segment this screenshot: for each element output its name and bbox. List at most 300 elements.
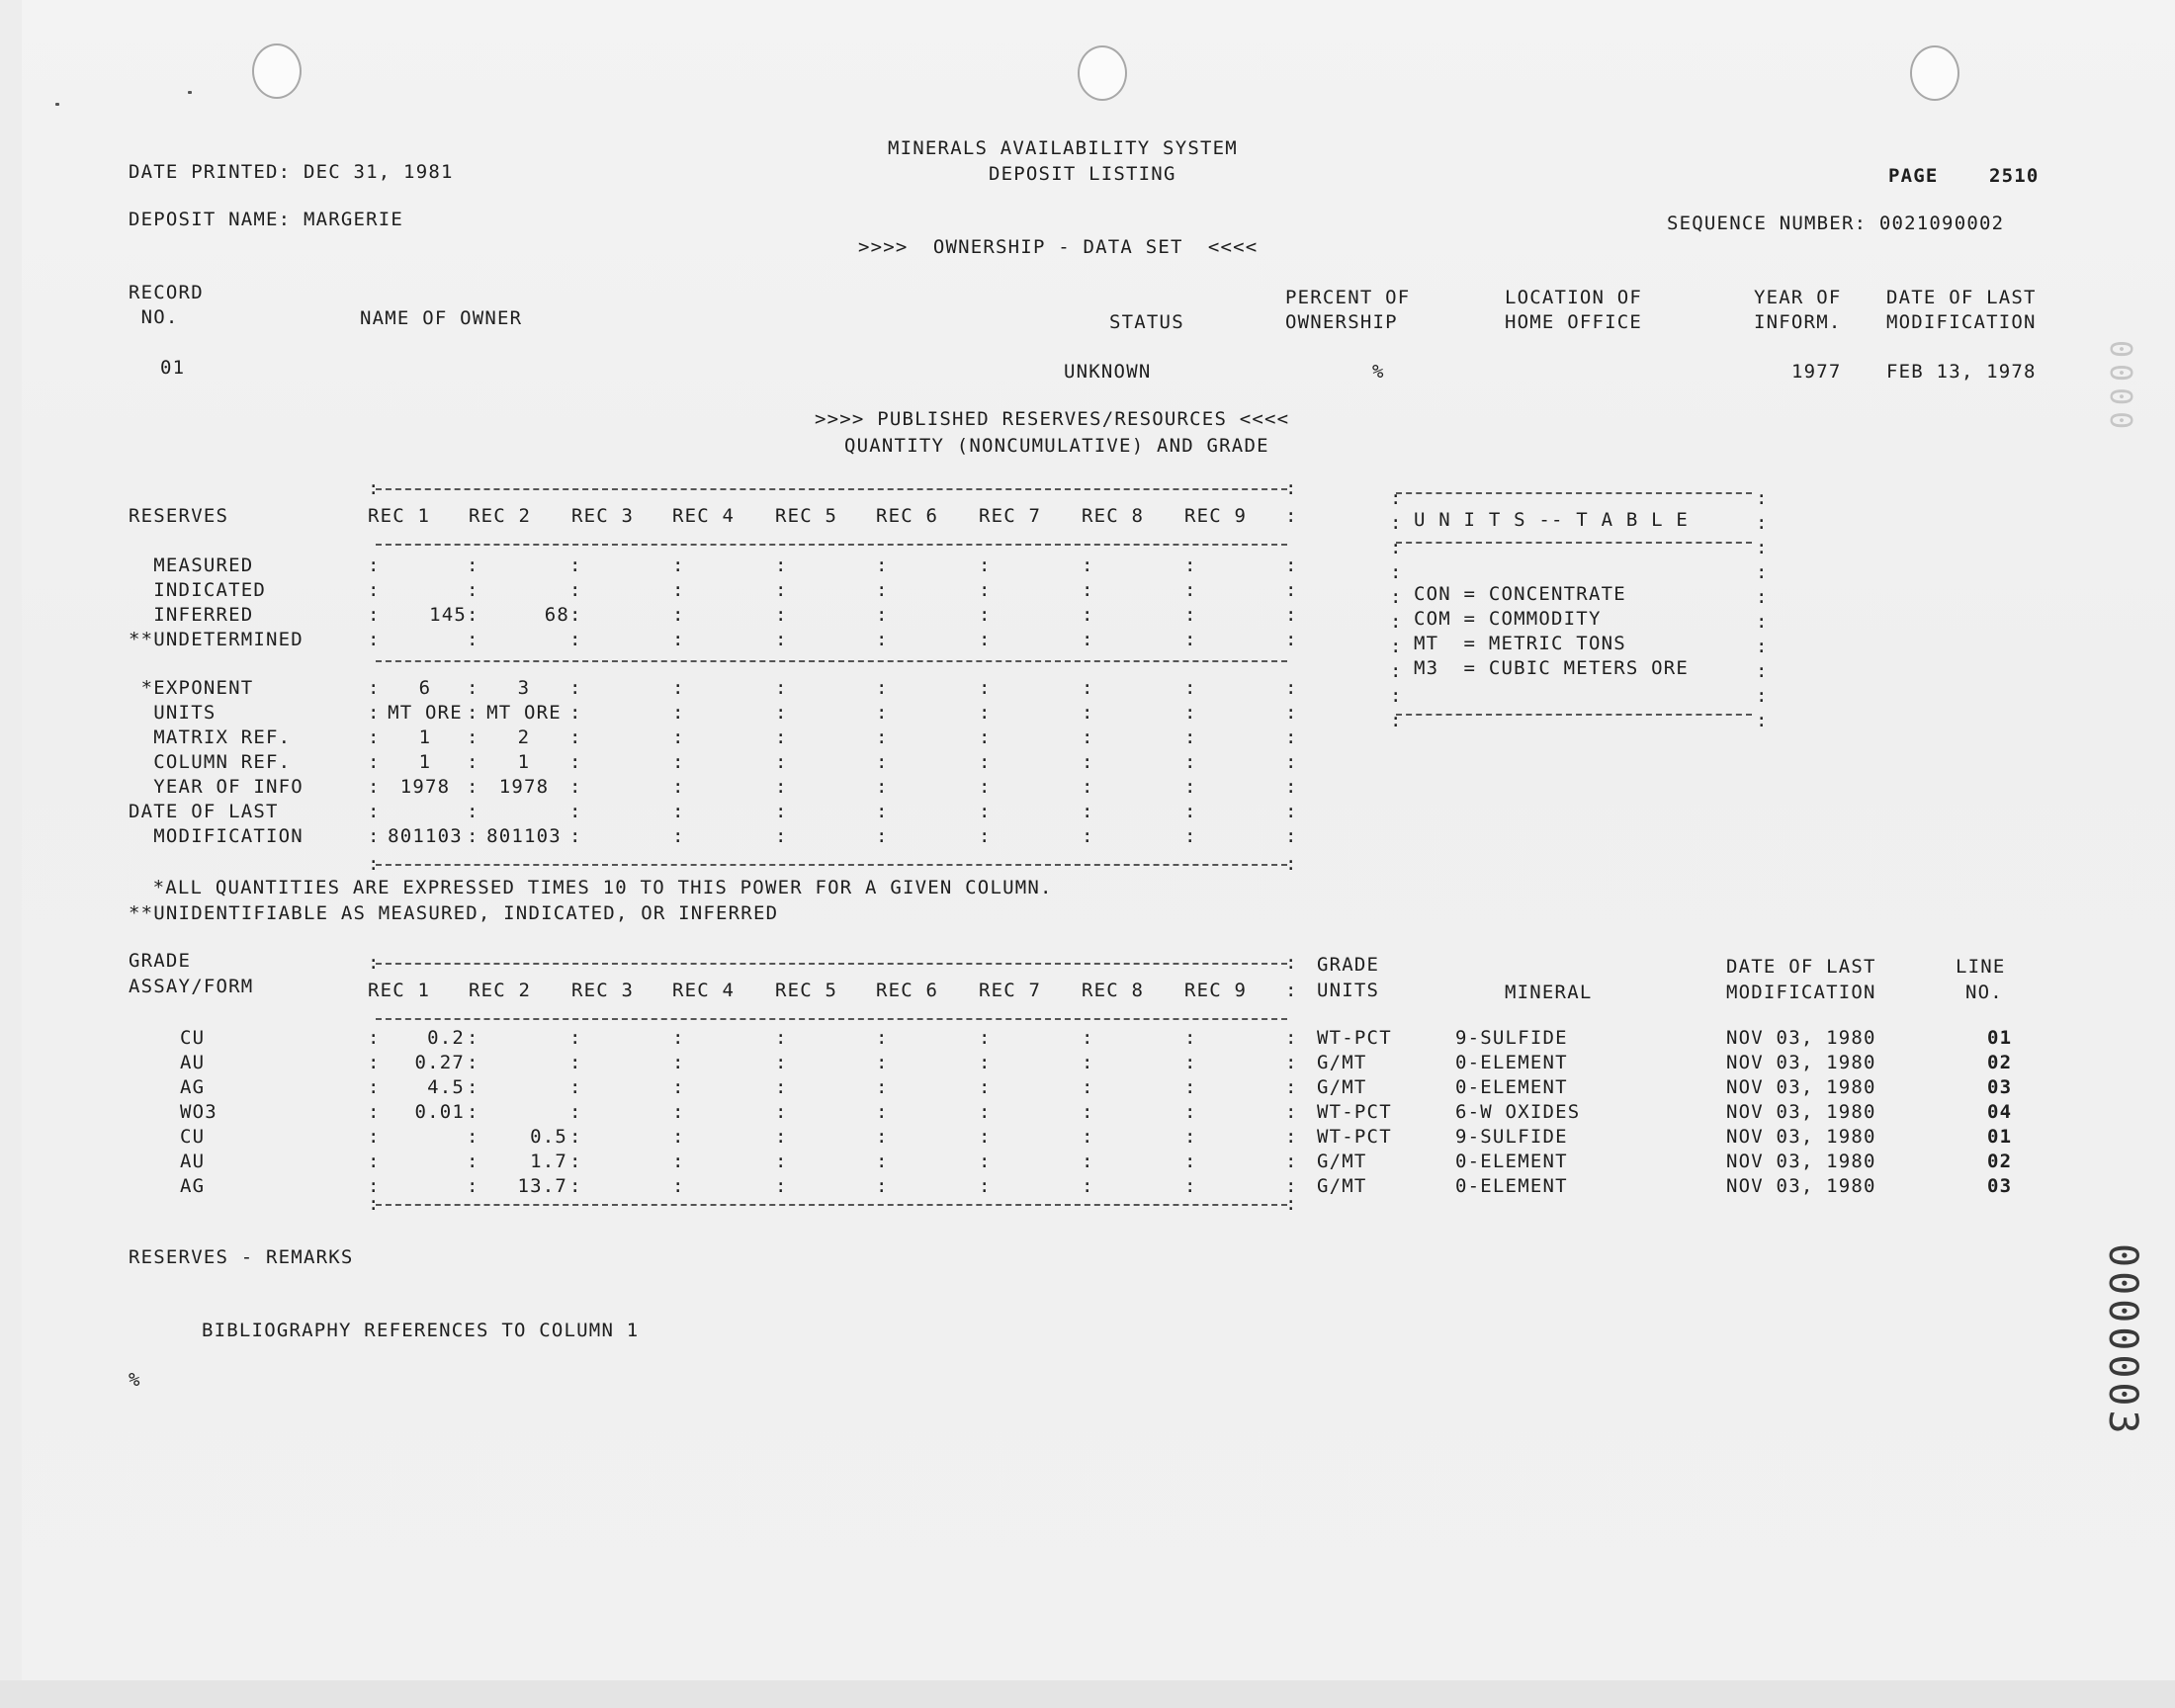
table-colon: :: [467, 604, 479, 626]
table-colon: :: [1082, 801, 1094, 822]
table-colon: :: [775, 629, 788, 650]
table-rule: [376, 963, 1287, 965]
table-colon: :: [368, 726, 381, 748]
date-printed: DATE PRINTED: DEC 31, 1981: [129, 161, 454, 183]
reserves-row-label: INDICATED: [129, 579, 267, 601]
remarks-percent: %: [129, 1369, 141, 1391]
table-colon: :: [876, 1175, 889, 1197]
table-colon: :: [368, 853, 381, 875]
grade-line-no: 01: [1987, 1027, 2013, 1049]
reserves-cell-rec1: 1: [418, 751, 432, 773]
table-colon: :: [1184, 751, 1197, 773]
table-colon: :: [672, 751, 685, 773]
grade-date-header: DATE OF LAST: [1726, 956, 1876, 978]
table-colon: :: [672, 1151, 685, 1172]
grade-cell-rec2: 13.7: [517, 1175, 567, 1197]
table-colon: :: [672, 776, 685, 798]
table-colon: :: [1184, 604, 1197, 626]
table-colon: :: [368, 1193, 381, 1215]
table-rule: [376, 1204, 1287, 1206]
reserves-cell-rec1: 1: [418, 726, 432, 748]
margin-stamp-upper: 0000: [2103, 340, 2137, 436]
table-colon: :: [1184, 1151, 1197, 1172]
table-colon: :: [775, 801, 788, 822]
grade-label: GRADE: [129, 950, 192, 972]
table-colon: :: [1082, 1076, 1094, 1098]
grade-mineral: 0-ELEMENT: [1455, 1052, 1568, 1073]
table-colon: :: [467, 1076, 479, 1098]
status-header: STATUS: [1109, 311, 1184, 333]
grade-rec-header: REC 5: [775, 980, 838, 1001]
table-colon: :: [1184, 1027, 1197, 1049]
grade-rec-header: REC 8: [1082, 980, 1145, 1001]
table-colon: :: [979, 1151, 992, 1172]
table-colon: :: [1082, 1052, 1094, 1073]
table-colon: :: [876, 555, 889, 576]
page-bottom-edge: [0, 1680, 2175, 1708]
date-header: MODIFICATION: [1886, 311, 2037, 333]
table-colon: :: [876, 1151, 889, 1172]
punch-hole: [1078, 45, 1127, 101]
units-table-border: : : : : : : : : : :: [1390, 487, 1402, 731]
table-colon: :: [368, 1126, 381, 1148]
table-rule: [376, 1018, 1287, 1020]
table-colon: :: [467, 677, 479, 699]
table-colon: :: [467, 1126, 479, 1148]
table-colon: :: [1285, 801, 1298, 822]
table-colon: :: [569, 604, 582, 626]
table-colon: :: [672, 801, 685, 822]
table-colon: :: [672, 1076, 685, 1098]
punch-hole: [1910, 45, 1959, 101]
table-colon: :: [672, 702, 685, 724]
table-colon: :: [467, 776, 479, 798]
table-colon: :: [467, 579, 479, 601]
table-rule: [376, 660, 1287, 662]
record-number: 01: [160, 357, 186, 379]
table-colon: :: [1184, 825, 1197, 847]
grade-units: WT-PCT: [1317, 1101, 1392, 1123]
owner-header: NAME OF OWNER: [360, 307, 523, 329]
table-colon: :: [775, 751, 788, 773]
table-colon: :: [569, 751, 582, 773]
table-rule: [376, 544, 1287, 546]
grade-line-no: 03: [1987, 1175, 2013, 1197]
ownership-status: UNKNOWN: [1064, 361, 1152, 383]
reserves-rec-header: REC 9: [1184, 505, 1248, 527]
deposit-name: DEPOSIT NAME: MARGERIE: [129, 209, 404, 230]
table-colon: :: [775, 555, 788, 576]
table-colon: :: [569, 801, 582, 822]
grade-units-header: GRADE: [1317, 954, 1380, 976]
table-colon: :: [1082, 629, 1094, 650]
table-colon: :: [1184, 776, 1197, 798]
grade-line-no: 01: [1987, 1126, 2013, 1148]
table-colon: :: [775, 1076, 788, 1098]
grade-rec-header: REC 6: [876, 980, 939, 1001]
undetermined-note: **UNIDENTIFIABLE AS MEASURED, INDICATED, OR INFERRED: [129, 902, 779, 924]
year-header: INFORM.: [1754, 311, 1842, 333]
ownership-date: FEB 13, 1978: [1886, 361, 2037, 383]
reserves-row-label: INFERRED: [129, 604, 254, 626]
location-header: LOCATION OF: [1505, 287, 1643, 308]
table-colon: :: [979, 1052, 992, 1073]
grade-element: AG: [180, 1076, 206, 1098]
table-colon: :: [569, 677, 582, 699]
grade-date: NOV 03, 1980: [1726, 1027, 1876, 1049]
grade-line-no: 02: [1987, 1151, 2013, 1172]
table-colon: :: [672, 1175, 685, 1197]
table-colon: :: [1082, 1175, 1094, 1197]
line-no-header: LINE: [1956, 956, 2006, 978]
grade-line-no: 04: [1987, 1101, 2013, 1123]
table-colon: :: [775, 1175, 788, 1197]
table-colon: :: [1285, 1126, 1298, 1148]
table-colon: :: [368, 825, 381, 847]
grade-rec-header: REC 1: [368, 980, 431, 1001]
exponent-note: *ALL QUANTITIES ARE EXPRESSED TIMES 10 TO THIS POWER FOR A GIVEN COLUMN.: [140, 877, 1053, 898]
table-colon: :: [368, 1076, 381, 1098]
table-colon: :: [1285, 980, 1298, 1001]
grade-mineral: 0-ELEMENT: [1455, 1151, 1568, 1172]
grade-date: NOV 03, 1980: [1726, 1101, 1876, 1123]
table-colon: :: [368, 629, 381, 650]
grade-line-no: 03: [1987, 1076, 2013, 1098]
grade-rec-header: REC 3: [571, 980, 635, 1001]
table-colon: :: [672, 579, 685, 601]
table-colon: :: [569, 1175, 582, 1197]
grade-cell-rec2: 0.5: [530, 1126, 567, 1148]
reserves-rec-header: REC 2: [469, 505, 532, 527]
table-colon: :: [775, 776, 788, 798]
table-colon: :: [1082, 1027, 1094, 1049]
reserves-rec-header: REC 6: [876, 505, 939, 527]
reserves-section-subtitle: QUANTITY (NONCUMULATIVE) AND GRADE: [844, 435, 1269, 457]
table-colon: :: [368, 1175, 381, 1197]
reserves-row-label: YEAR OF INFO: [129, 776, 304, 798]
bibliography-title: BIBLIOGRAPHY REFERENCES TO COLUMN 1: [202, 1320, 640, 1341]
grade-units: G/MT: [1317, 1052, 1367, 1073]
table-colon: :: [775, 1027, 788, 1049]
grade-mineral: 6-W OXIDES: [1455, 1101, 1581, 1123]
reserves-cell-rec2: 68: [544, 604, 569, 626]
table-colon: :: [775, 825, 788, 847]
grade-element: AU: [180, 1151, 206, 1172]
table-colon: :: [775, 1151, 788, 1172]
table-colon: :: [876, 702, 889, 724]
table-colon: :: [672, 1101, 685, 1123]
table-colon: :: [1082, 1151, 1094, 1172]
table-colon: :: [979, 776, 992, 798]
grade-units: G/MT: [1317, 1175, 1367, 1197]
reserves-cell-rec2: 3: [517, 677, 531, 699]
grade-units: WT-PCT: [1317, 1027, 1392, 1049]
table-colon: :: [1184, 1076, 1197, 1098]
table-colon: :: [876, 801, 889, 822]
table-colon: :: [569, 579, 582, 601]
reserves-row-label: MATRIX REF.: [129, 726, 292, 748]
table-colon: :: [1082, 776, 1094, 798]
table-colon: :: [672, 629, 685, 650]
reserves-row-label: MEASURED: [129, 555, 254, 576]
table-colon: :: [467, 1052, 479, 1073]
table-colon: :: [1285, 726, 1298, 748]
table-colon: :: [368, 1101, 381, 1123]
table-colon: :: [569, 1151, 582, 1172]
table-colon: :: [569, 825, 582, 847]
location-header: HOME OFFICE: [1505, 311, 1643, 333]
table-colon: :: [1285, 1151, 1298, 1172]
grade-units: WT-PCT: [1317, 1126, 1392, 1148]
reserves-row-label: **UNDETERMINED: [129, 629, 304, 650]
document-page: [22, 0, 2175, 1680]
table-colon: :: [467, 801, 479, 822]
table-colon: :: [368, 579, 381, 601]
grade-units: G/MT: [1317, 1151, 1367, 1172]
grade-rec-header: REC 2: [469, 980, 532, 1001]
table-colon: :: [775, 1126, 788, 1148]
reserves-rec-header: REC 4: [672, 505, 736, 527]
grade-cell-rec2: 1.7: [530, 1151, 567, 1172]
table-colon: :: [368, 555, 381, 576]
speck: [188, 91, 192, 94]
table-colon: :: [467, 1175, 479, 1197]
grade-units: G/MT: [1317, 1076, 1367, 1098]
table-colon: :: [672, 1126, 685, 1148]
table-colon: :: [569, 702, 582, 724]
table-colon: :: [467, 751, 479, 773]
table-colon: :: [775, 1052, 788, 1073]
table-colon: :: [368, 604, 381, 626]
reserves-rec-header: REC 8: [1082, 505, 1145, 527]
table-colon: :: [1184, 801, 1197, 822]
grade-units-header: UNITS: [1317, 980, 1380, 1001]
table-colon: :: [1184, 677, 1197, 699]
table-colon: :: [672, 604, 685, 626]
table-colon: :: [1285, 1076, 1298, 1098]
ownership-year: 1977: [1791, 361, 1842, 383]
grade-rec-header: REC 7: [979, 980, 1042, 1001]
reserves-cell-rec1: 6: [418, 677, 432, 699]
table-colon: :: [979, 629, 992, 650]
record-header: RECORD: [129, 282, 204, 303]
listing-title: DEPOSIT LISTING: [989, 163, 1176, 185]
table-colon: :: [1285, 477, 1298, 499]
table-colon: :: [569, 629, 582, 650]
table-colon: :: [979, 604, 992, 626]
grade-date-header: MODIFICATION: [1726, 982, 1876, 1003]
line-no-header: NO.: [1965, 982, 2003, 1003]
table-colon: :: [979, 1027, 992, 1049]
grade-cell-rec1: 4.5: [427, 1076, 465, 1098]
table-colon: :: [569, 726, 582, 748]
reserves-remarks-title: RESERVES - REMARKS: [129, 1246, 354, 1268]
table-colon: :: [672, 677, 685, 699]
table-colon: :: [569, 1126, 582, 1148]
table-colon: :: [1184, 1126, 1197, 1148]
record-header: NO.: [129, 306, 179, 328]
table-colon: :: [1082, 579, 1094, 601]
reserves-cell-rec2: MT ORE: [486, 702, 562, 724]
reserves-cell-rec2: 1978: [498, 776, 550, 798]
table-colon: :: [1082, 555, 1094, 576]
table-colon: :: [876, 1052, 889, 1073]
ownership-percent: %: [1372, 361, 1385, 383]
grade-cell-rec1: 0.2: [427, 1027, 465, 1049]
table-colon: :: [979, 702, 992, 724]
reserves-cell-rec1: MT ORE: [388, 702, 463, 724]
table-colon: :: [368, 1151, 381, 1172]
units-table-item: COM = COMMODITY: [1414, 608, 1602, 630]
units-table-item: CON = CONCENTRATE: [1414, 583, 1626, 605]
units-table-title: U N I T S -- T A B L E: [1414, 509, 1690, 531]
table-colon: :: [1184, 726, 1197, 748]
percent-header: OWNERSHIP: [1285, 311, 1398, 333]
table-colon: :: [876, 825, 889, 847]
grade-date: NOV 03, 1980: [1726, 1076, 1876, 1098]
reserves-rec-header: REC 1: [368, 505, 431, 527]
year-header: YEAR OF: [1754, 287, 1842, 308]
reserves-row-label: COLUMN REF.: [129, 751, 292, 773]
table-colon: :: [672, 1052, 685, 1073]
table-colon: :: [1082, 702, 1094, 724]
table-rule: [376, 488, 1287, 490]
table-colon: :: [979, 1101, 992, 1123]
table-colon: :: [467, 555, 479, 576]
table-colon: :: [979, 726, 992, 748]
page-label: PAGE: [1888, 165, 1939, 187]
reserves-rec-header: REC 3: [571, 505, 635, 527]
table-colon: :: [672, 1027, 685, 1049]
grade-date: NOV 03, 1980: [1726, 1052, 1876, 1073]
table-colon: :: [876, 1027, 889, 1049]
table-colon: :: [1285, 604, 1298, 626]
table-colon: :: [775, 677, 788, 699]
grade-element: CU: [180, 1126, 206, 1148]
table-colon: :: [1184, 579, 1197, 601]
reserves-cell-rec2: 1: [517, 751, 531, 773]
margin-stamp-lower: 0000003: [2100, 1243, 2145, 1438]
table-colon: :: [1082, 604, 1094, 626]
table-colon: :: [467, 702, 479, 724]
table-colon: :: [368, 952, 381, 974]
table-colon: :: [467, 629, 479, 650]
table-colon: :: [979, 825, 992, 847]
table-colon: :: [1184, 1175, 1197, 1197]
table-colon: :: [467, 825, 479, 847]
table-colon: :: [569, 1052, 582, 1073]
table-colon: :: [876, 751, 889, 773]
table-colon: :: [672, 825, 685, 847]
table-colon: :: [1285, 952, 1298, 974]
grade-cell-rec1: 0.27: [414, 1052, 465, 1073]
table-colon: :: [979, 801, 992, 822]
table-colon: :: [569, 1101, 582, 1123]
table-colon: :: [1082, 825, 1094, 847]
table-colon: :: [368, 751, 381, 773]
table-colon: :: [1184, 1052, 1197, 1073]
table-colon: :: [569, 555, 582, 576]
table-colon: :: [672, 726, 685, 748]
table-colon: :: [979, 579, 992, 601]
table-colon: :: [876, 726, 889, 748]
percent-header: PERCENT OF: [1285, 287, 1411, 308]
table-colon: :: [1285, 579, 1298, 601]
table-colon: :: [876, 677, 889, 699]
table-colon: :: [876, 579, 889, 601]
grade-mineral: 9-SULFIDE: [1455, 1027, 1568, 1049]
page-number: 2510: [1989, 165, 2040, 187]
grade-element: WO3: [180, 1101, 218, 1123]
table-colon: :: [569, 1076, 582, 1098]
table-colon: :: [569, 776, 582, 798]
reserves-cell-rec2: 2: [517, 726, 531, 748]
table-colon: :: [979, 677, 992, 699]
table-colon: :: [368, 1052, 381, 1073]
table-colon: :: [876, 604, 889, 626]
table-colon: :: [1285, 1052, 1298, 1073]
reserves-row-label: MODIFICATION: [129, 825, 304, 847]
table-colon: :: [1285, 776, 1298, 798]
reserves-rec-header: REC 7: [979, 505, 1042, 527]
grade-line-no: 02: [1987, 1052, 2013, 1073]
table-colon: :: [467, 1027, 479, 1049]
grade-mineral: 0-ELEMENT: [1455, 1175, 1568, 1197]
reserves-row-label: DATE OF LAST: [129, 801, 279, 822]
grade-rec-header: REC 9: [1184, 980, 1248, 1001]
punch-hole: [252, 43, 302, 99]
table-colon: :: [1285, 853, 1298, 875]
grade-mineral: 9-SULFIDE: [1455, 1126, 1568, 1148]
table-colon: :: [876, 1101, 889, 1123]
dataset-title: >>>> OWNERSHIP - DATA SET <<<<: [858, 236, 1259, 258]
reserves-cell-rec1: 801103: [388, 825, 463, 847]
table-colon: :: [1082, 1126, 1094, 1148]
grade-date: NOV 03, 1980: [1726, 1126, 1876, 1148]
grade-mineral: 0-ELEMENT: [1455, 1076, 1568, 1098]
table-colon: :: [775, 1101, 788, 1123]
reserves-row-label: *EXPONENT: [129, 677, 254, 699]
table-colon: :: [672, 555, 685, 576]
grade-cell-rec1: 0.01: [414, 1101, 465, 1123]
reserves-section-title: >>>> PUBLISHED RESERVES/RESOURCES <<<<: [815, 408, 1290, 430]
table-colon: :: [1285, 702, 1298, 724]
table-colon: :: [876, 776, 889, 798]
table-colon: :: [1285, 751, 1298, 773]
reserves-cell-rec1: 1978: [399, 776, 451, 798]
table-colon: :: [1285, 629, 1298, 650]
table-colon: :: [1082, 751, 1094, 773]
table-colon: :: [1285, 505, 1298, 527]
table-colon: :: [569, 1027, 582, 1049]
table-colon: :: [1285, 1175, 1298, 1197]
table-colon: :: [368, 477, 381, 499]
reserves-cell-rec2: 801103: [486, 825, 562, 847]
table-colon: :: [876, 629, 889, 650]
reserves-label: RESERVES: [129, 505, 229, 527]
table-colon: :: [1184, 702, 1197, 724]
table-colon: :: [1285, 1027, 1298, 1049]
grade-date: NOV 03, 1980: [1726, 1151, 1876, 1172]
mineral-header: MINERAL: [1505, 982, 1593, 1003]
table-colon: :: [467, 1151, 479, 1172]
table-colon: :: [979, 751, 992, 773]
grade-element: AG: [180, 1175, 206, 1197]
units-table-item: MT = METRIC TONS: [1414, 633, 1626, 654]
table-colon: :: [368, 776, 381, 798]
table-colon: :: [1285, 825, 1298, 847]
table-colon: :: [979, 1126, 992, 1148]
